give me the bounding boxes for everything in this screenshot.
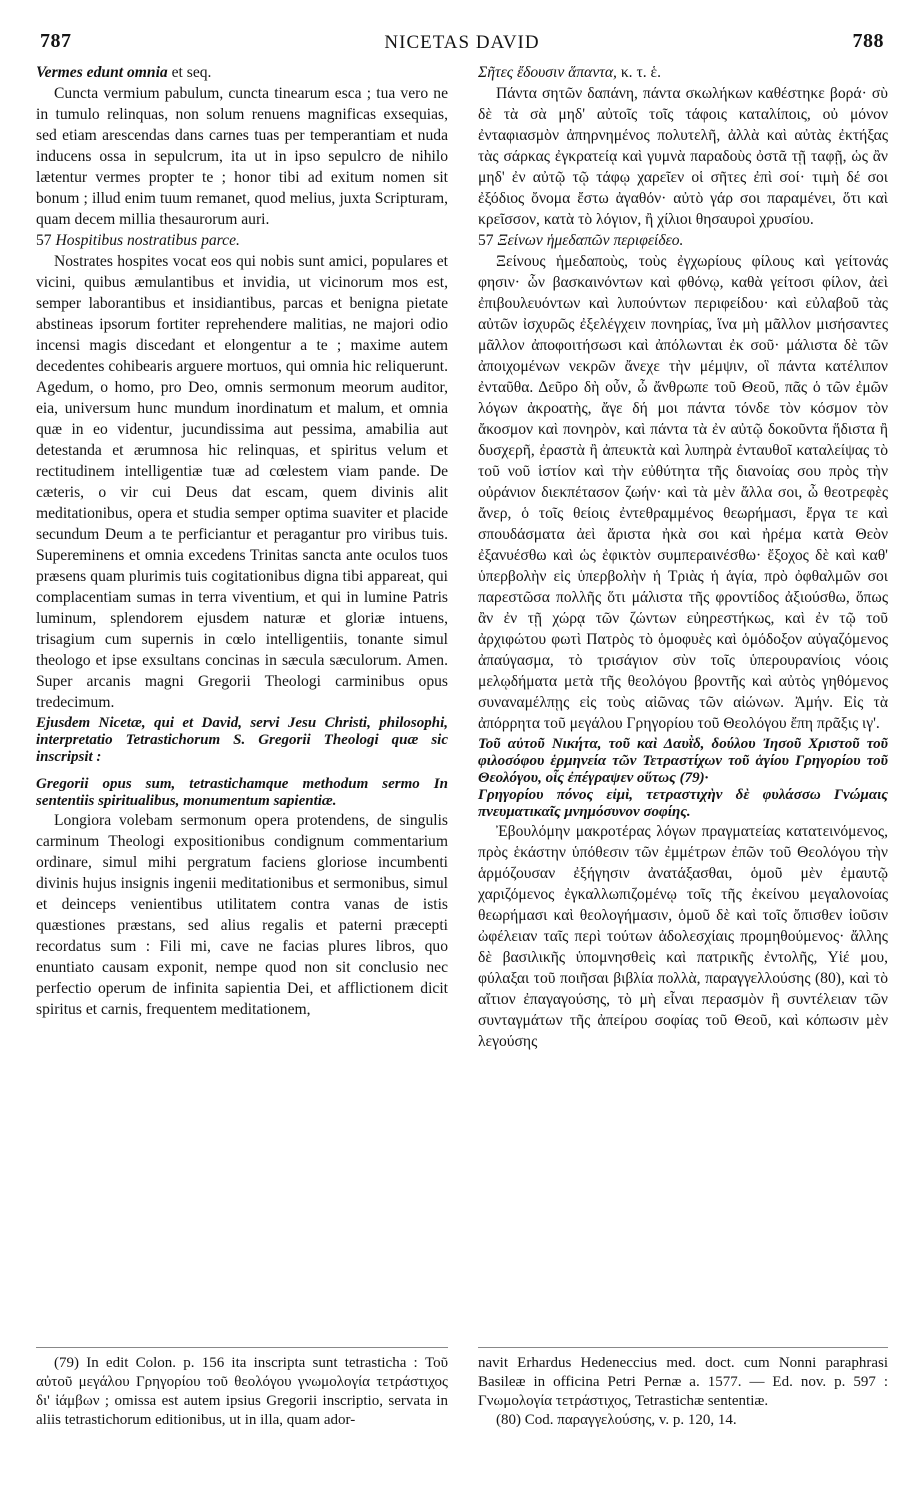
footnote-79: (79) In edit Colon. p. 156 ita inscripta sunt tetrasticha : Τοῦ αὐτοῦ μεγάλου Γρηγορίου τοῦ θεολόγου γνωμολογία τετράστιχος δι' ἰάμβων ; omissa est autem ipsius Gregorii inscriptio, servata in aliis tetrastichorum editionibus, ut in illa, quam ador- <box>36 1355 448 1428</box>
running-title: NICETAS DAVID <box>384 32 540 53</box>
latin-inscription: Gregorii opus sum, tetrastichamque methodum sermo In sententiis spiritualibus, monumentum sapientiæ. <box>36 776 448 809</box>
latin-column <box>36 62 448 1020</box>
footnote-80: (80) Cod. παραγγελούσης, v. p. 120, 14. <box>496 1412 737 1428</box>
latin-paragraph: Nostrates hospites vocat eos qui nobis sunt amici, populares et vicini, quibus æmulantibus et invidia, ut vicinorum mos est, semper laborantibus et insidiantibus, parcas et benigna pietate abstineas ipsorum fortiter reprehendere malitias, ne majori odio incensi magis discedant et elongentur a te ; maxime autem decedentes cohibearis arguere mortuos, qui omnia hic reliquerunt. Agedum, o homo, pro Deo, omnis sermonum meorum auditor, eia, universum hunc mundum inordinatum et malum, et omnia quæ in eo videntur, jucundissima aut pessima, amabilia aut detestanda et ærumnosa hic relinquas, et spiritus velum et rectitudinem intelligentiæ tuæ ad cœlestem viam pande. De cæteris, o vir cui Deus dat escam, quem divinis alit meditationibus, opera et studia semper optima suaviter et placide secundum Deum a te perficiantur et peragantur pro viribus tuis. Supereminens et omnia excedens Trinitas sancta ante oculos tuos præsens quam plurimis tuis cogitationibus digna tibi appareat, qui complacentiam sumas in terra viventium, et qui in lumine Patris luminum, splendorem ejusdem naturæ et gloriæ intuens, trisagium cum supernis in cœlo intelligentiis, tonante simul theologo et ipse exsultans concinas in sæcula sæculorum. Amen. Super arcanis magni Gregorii Theologi carminibus opus tredecimum. <box>36 253 448 711</box>
greek-verse-incipit: Σῆτες ἔδουσιν ἅπαντα, κ. τ. ἑ. <box>478 64 661 81</box>
right-page-number: 788 <box>852 30 884 52</box>
left-page-number: 787 <box>40 30 72 52</box>
latin-verse-heading: 57 Hospitibus nostratibus parce. <box>36 232 240 249</box>
greek-verse-heading: 57 Ξείνων ἡμεδαπῶν περιφείδεο. <box>478 232 684 249</box>
page-header <box>0 30 924 56</box>
greek-paragraph: Ἐβουλόμην μακροτέρας λόγων πραγματείας κατατεινόμενος, πρὸς ἑκάστην ὑπόθεσιν τῶν ἐμμέτρων ἐπῶν τοῦ Θεολόγου τὴν ἁρμόζουσαν ἐξήγησιν ἀνατάξασθαι, ὁμοῦ μὲν ἐμαυτῷ χαριζόμενος ἐγκαλλωπιζομένῳ τοῖς τῆς ἐκείνου μεγαλονοίας θεωρήμασι καὶ θεολογήμασιν, ὁμοῦ δὲ καὶ τοῖς ὄπισθεν ἰοῦσιν ὠφέλειαν ταῖς περὶ τούτων ἀδολεσχίαις προμηθούμενος· ἄλλης δὲ βασιλικῆς ὑπομνησθεὶς καὶ πατρικῆς ἐντολῆς, Υἱέ μου, φύλαξαι τοῦ ποιῆσαι βιβλία πολλὰ, παραγγελλούσης (80), καὶ τὸ αἴτιον ἐπαγαγούσης, τὸ μὴ εἶναι περασμὸν ἢ συντέλειαν τῶν συνταγμάτων τῆς ἀπείρου σοφίας τοῦ Θεοῦ, καὶ κόπωσιν μὲν λεγούσης <box>478 823 888 1050</box>
footnote-79-continued: navit Erhardus Hedeneccius med. doct. cum Nonni paraphrasi Basileæ in officina Petri Pernæ a. 1577. — Ed. nov. p. 597 : Γνωμολογία τετράστιχος, Tetrastichæ sententiæ. <box>478 1355 888 1409</box>
greek-inscription: Γρηγορίου πόνος εἰμὶ, τετραστιχὴν δὲ φυλάσσω Γνώμαις πνευματικαῖς μνημόσυνον σοφίης. <box>478 787 888 820</box>
footnote-divider <box>36 1347 448 1348</box>
footnote-divider <box>478 1347 888 1348</box>
latin-verse-incipit: Vermes edunt omnia et seq. <box>36 64 212 81</box>
footnotes-right <box>478 1354 888 1430</box>
footnotes-left <box>36 1354 448 1430</box>
greek-paragraph: Ξείνους ἡμεδαποὺς, τοὺς ἐγχωρίους φίλους καὶ γείτονάς φησιν· ὧν βασκαινόντων καὶ φθόνῳ, καθὰ γείτοσι φίλον, ἀεὶ ἐπιβουλευόντων καὶ λυπούντων περιφείδου· καὶ εὐλαβοῦ τὰς αὐτῶν ἰσχυρῶς ἐξελέγχειν πονηρίας, ἵνα μὴ μᾶλλον μισήσαντες μᾶλλον ἀποφοιτήσωσι καὶ ἀπόλωνται ἐκ σοῦ· μάλιστα δὲ τῶν ἀποιχομένων νεκρῶν ἄνεχε τὴν μέμψιν, οἳ πάντα κατέλιπον ἐνταῦθα. Δεῦρο δὴ οὖν, ὦ ἄνθρωπε τοῦ Θεοῦ, πᾶς ὁ τῶν ἐμῶν λόγων ἀκροατὴς, ἄγε δή μοι πάντα τόνδε τὸν κόσμον τὸν ἄκοσμον καὶ πονηρὸν, καὶ πάντα τὰ ἐν αὐτῷ δοκοῦντα ἥδιστα ἢ δυσχερῆ, ἐραστὰ ἢ ἀπευκτὰ καὶ λυπηρὰ ἐνταυθοῖ καταλείψας τὸ τοῦ νοῦ ἱστίον καὶ τὴν εὐθύτητα τῆς διανοίας σου πρὸς τὴν οὐράνιον διεκπέτασον ζωήν· καὶ τὰ μὲν ἄλλα σοι, ὦ θεοτρεφὲς ἄνερ, ὁ τοῖς θείοις ἐντεθραμμένος θεωρήμασι, ἔργα τε καὶ σπουδάσματα ἀεὶ ἄριστα ἠκὰ σοι καὶ ἠρέμα κατὰ Θεὸν ἐξανυέσθω καὶ ὡς ἐφικτὸν συμπεραινέσθω· ἔξοχος δὲ καὶ καθ' ὑπερβολὴν εἰς ὑπερβολὴν ἡ Τριὰς ἡ ἁγία, πρὸ ὀφθαλμῶν σοι παρεστῶσα πολλῆς ὅτι μάλιστα τῆς φροντίδος ἀξιούσθω, ὅπως ἂν ἐν τῇ χώρᾳ τῶν ζώντων εὐηρεστήκως, καὶ ἐν τῷ τοῦ ἀρχιφώτου φωτὶ Πατρὸς τὸ ὁμοφυὲς καὶ ὁμόδοξον αὐγαζόμενος ἀπαύγασμα, τὸ τρισάγιον σὺν τοῖς ὑπερουρανίοις νόοις μελῳδήματα μετὰ τῆς θεολόγου βροντῆς καὶ αὐτὸς γηθόμενος συναναμέλπῃς εἰς τοὺς αἰῶνας τῶν αἰώνων. Ἀμήν. Εἰς τὰ ἀπόρρητα τοῦ μεγάλου Γρηγορίου τοῦ Θεολόγου ἔπη πρᾶξις ιγ'. <box>478 253 888 732</box>
latin-paragraph: Longiora volebam sermonum opera protendens, de singulis carminum Theologi expositionibus condignum commentarium ordinare, simul mihi pergratum faciens gloriose incumbenti divinis hujus insignis ingenii meditationibus et sermonibus, simul et deinceps venientibus utilitatem contra vanas de istis quæstiones præstans, sed alius regalis et paterni præcepti recordatus sum : Fili mi, cave ne facias plures libros, quo enuntiato causam exponit, nempe quod non sit conclusio nec perfectio operum de infinita sapientia Dei, et afflictionem dicit spiritus et carnis, frequentem meditationem, <box>36 812 448 1018</box>
latin-section-heading: Ejusdem Nicetæ, qui et David, servi Jesu Christi, philosophi, interpretatio Tetrastichorum S. Gregorii Theologi quæ sic inscripsit : <box>36 715 448 765</box>
greek-column <box>478 62 888 1052</box>
greek-paragraph: Πάντα σητῶν δαπάνη, πάντα σκωλήκων καθέστηκε βορά· σὺ δὲ τὰ σὰ μηδ' αὐτοῖς τοῖς τάφοις καταλίποις, οὐ μόνον ἐνταφιασμὸν ἀπηρνημένος πολυτελῆ, ἀλλὰ καὶ αὐτὰς ἐκτήξας τὰς σάρκας ἐγκρατείᾳ καὶ γυμνὰ παραδοὺς ὀστᾶ τῇ ταφῇ, ὡς ἂν μηδ' ἐν αὐτῷ τῷ τάφῳ χαρεῖεν οἱ σῆτες ἐπὶ σοί· τιμὴ δέ σοι ἐξόδιος ὄνομα ἔστω ἀγαθόν· αὐτὸ γάρ σοι παραμένει, ὅτι καὶ κρεῖσσον, κατὰ τὸ λόγιον, ἢ χίλιοι θησαυροὶ χρυσίου. <box>478 85 888 228</box>
latin-paragraph: Cuncta vermium pabulum, cuncta tinearum esca ; tua vero ne in tumulo relinquas, non solum renuens magnificas exsequias, sed etiam arescendas dans carnes tuas per temperantiam et nuda inducens ossa in sepulcrum, ita ut in ipso sepulcro de nihilo lætentur vermes propter te ; honor tibi ad exitum nomen sit bonum ; illud enim tuum remanet, quod melius, juxta Scripturam, quam decem millia thesaurorum auri. <box>36 85 448 228</box>
greek-section-heading: Τοῦ αὐτοῦ Νικήτα, τοῦ καὶ Δαυῒδ, δούλου Ἰησοῦ Χριστοῦ τοῦ φιλοσόφου ἑρμηνεία τῶν Τετραστίχων τοῦ ἁγίου Γρηγορίου τοῦ Θεολόγου, οἷς ἐπέγραψεν οὕτως (79)· <box>478 736 888 786</box>
